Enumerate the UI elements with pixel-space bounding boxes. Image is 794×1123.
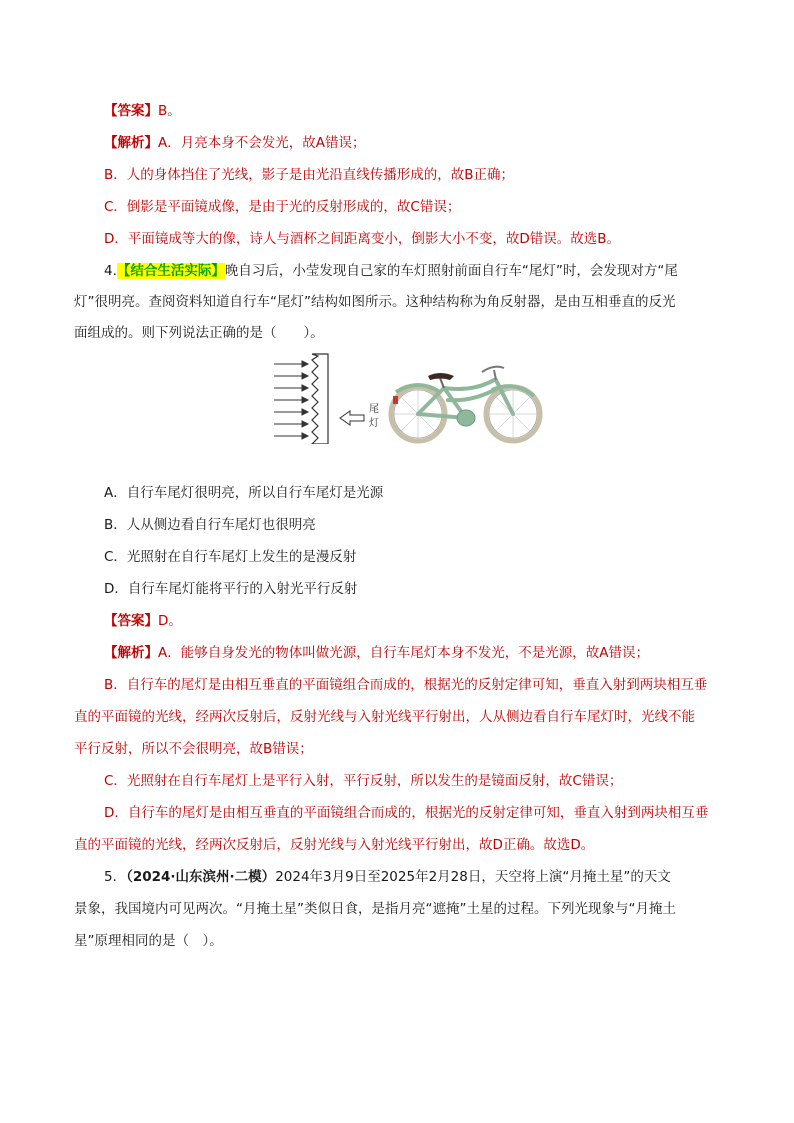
- incident-arrows: [274, 361, 308, 439]
- q4-analysis-label: 【解析】: [104, 645, 158, 661]
- bicycle-icon: [391, 367, 540, 441]
- bicycle-taillight-figure: [268, 352, 548, 444]
- q5-number: 5．: [104, 869, 127, 885]
- q3-analysis-b: B．人的身体挡住了光线，影子是由光沿直线传播形成的，故B正确；: [104, 167, 515, 183]
- q4-number: 4.: [104, 263, 117, 279]
- q5-source: （2024·山东滨州·二模）: [126, 869, 276, 885]
- q5-stem-line-1: [104, 867, 671, 887]
- q3-answer-value: B。: [158, 103, 181, 119]
- q4-option-c: C．光照射在自行车尾灯上发生的是漫反射: [104, 549, 357, 565]
- q4-analysis-first: A．能够自身发光的物体叫做光源，自行车尾灯本身不发光，不是光源，故A错误；: [158, 645, 649, 661]
- q3-analysis-c: C．倒影是平面镜成像，是由于光的反射形成的，故C错误；: [104, 199, 461, 215]
- q4-analysis-line-1: B．自行车的尾灯是由相互垂直的平面镜组合而成的，根据光的反射定律可知，垂直入射到两块相互垂: [104, 677, 708, 693]
- q4-analysis-line-3: 平行反射，所以不会很明亮，故B错误；: [74, 741, 313, 757]
- q3-answer-label: 【答案】: [104, 103, 158, 119]
- q4-stem-line-1: [104, 261, 678, 281]
- q4-analysis-line-6: 直的平面镜的光线，经两次反射后，反射光线与入射光线平行射出，故D正确。故选D。: [74, 837, 595, 853]
- q4-answer-value: D。: [158, 613, 182, 629]
- taillight-label-2: 灯: [369, 418, 379, 429]
- q4-analysis-line-4: C．光照射在自行车尾灯上是平行入射，平行反射，所以发生的是镜面反射，故C错误；: [104, 773, 623, 789]
- hollow-arrow-icon: [340, 411, 364, 425]
- q4-option-a: A．自行车尾灯很明亮，所以自行车尾灯是光源: [104, 485, 384, 501]
- q4-stem-text: 晚自习后，小莹发现自己家的车灯照射前面自行车“尾灯”时，会发现对方“尾: [224, 263, 678, 279]
- q3-analysis-d: D．平面镜成等大的像，诗人与酒杯之间距离变小，倒影大小不变，故D错误。故选B。: [104, 231, 621, 247]
- q3-analysis-a: [104, 133, 365, 153]
- taillight-label: 尾: [369, 404, 379, 415]
- q5-stem-line-3: 星”原理相同的是（ ）。: [74, 933, 223, 949]
- q4-option-d: D．自行车尾灯能将平行的入射光平行反射: [104, 581, 358, 597]
- q4-answer-label: 【答案】: [104, 613, 158, 629]
- q5-stem-line-2: 景象，我国境内可见两次。“月掩土星”类似日食，是指月亮“遮掩”土星的过程。下列光现象与“月掩土: [74, 901, 676, 917]
- q4-stem-line-3: 面组成的。则下列说法正确的是（ ）。: [74, 325, 324, 341]
- q5-stem-text: 2024年3月9日至2025年2月28日，天空将上演“月掩土星”的天文: [275, 869, 671, 885]
- q4-analysis-a: [104, 643, 649, 663]
- q4-option-b: B．人从侧边看自行车尾灯也很明亮: [104, 517, 316, 533]
- q4-answer: [104, 611, 182, 631]
- q3-answer: [104, 101, 181, 121]
- q3-analysis-label: 【解析】: [104, 135, 158, 151]
- q4-analysis-line-5: D．自行车的尾灯是由相互垂直的平面镜组合而成的，根据光的反射定律可知，垂直入射到两块相互垂: [104, 805, 709, 821]
- q4-tag: 【结合生活实际】: [116, 263, 225, 279]
- q4-stem-line-2: 灯”很明亮。查阅资料知道自行车“尾灯”结构如图所示。这种结构称为角反射器，是由互相垂直的反光: [74, 294, 676, 310]
- figure-svg: [268, 352, 548, 444]
- corner-reflector: [312, 354, 328, 444]
- q4-analysis-line-2: 直的平面镜的光线，经两次反射后，反射光线与入射光线平行射出，人从侧边看自行车尾灯时，光线不能: [74, 709, 695, 725]
- q3-analysis-line: A．月亮本身不会发光，故A错误；: [158, 135, 366, 151]
